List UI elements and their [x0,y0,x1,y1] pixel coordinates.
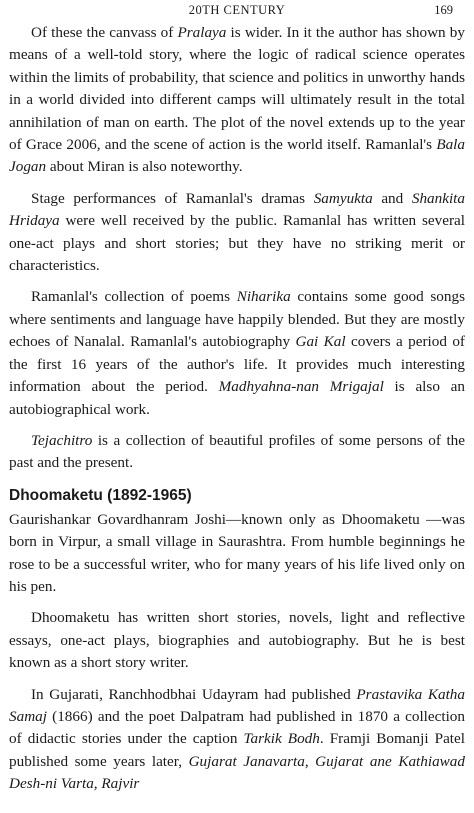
italic-title: Gujarat Janavarta, Gujarat ane Kathiawad Desh-ni Varta, Rajvir [9,752,465,793]
section-heading: Dhoomaketu (1892-1965) [9,486,192,504]
text-run: . Framji Bomanji Patel published some years later, [9,730,465,770]
italic-title: Tarkik Bodh [243,730,320,748]
text-run: and [372,189,412,207]
page-header [9,0,465,22]
text-run: Of these the canvass of [31,24,178,41]
text-run: Gaurishankar Govardhanram Joshi—known only as Dhoomaketu —was born in Virpur, a small village in Saurashtra. From humble beginnings he rose to be a successful writer, who for many years of his life lived only on his pen. [9,510,465,595]
paragraph [9,684,465,796]
italic-title: Niharika [236,288,291,306]
italic-title: Prastavika Katha Samaj [9,685,465,725]
italic-title: Gai Kal [295,333,346,351]
running-head: 20TH CENTURY [188,3,286,17]
text-run: Ramanlal's collection of poems [31,288,237,306]
text-run: contains some good songs where sentiments and language have happily blended. But they are mostly echoes of Nanalal. Ramanlal's autobiography [9,288,465,351]
text-run: is a collection of beautiful profiles of some persons of the past and the present. [9,431,465,472]
page-number: 169 [434,3,453,17]
paragraph [9,607,465,674]
paragraph [9,430,465,475]
paragraph [9,286,465,420]
italic-title: Samyukta [313,189,373,207]
paragraph [9,188,465,278]
italic-title: Tejachitro [31,431,93,449]
italic-title: Pralaya [177,24,227,41]
text-run: Dhoomaketu has written short stories, novels, light and reflective essays, one-act plays, biographies and autobiography. But he is best known as a short story writer. [9,609,465,672]
italic-title: Shankita Hridaya [9,189,465,230]
paragraph [9,22,465,179]
text-run: is also an autobiographical work. [9,378,465,418]
text-run: Stage performances of Ramanlal's dramas [31,189,314,207]
text-run: is wider. In it the author has shown by means of a well-told story, where the logic of radical science operates within the limits of probability, that science and politics in unworthy hands in a world divided into different camps will ultimately result in the total annihilation of man on earth. The plot of the novel extends up to the year of Grace 2006, and the scene of action is the world itself. Ramanlal's [9,24,465,154]
text-run: covers a period of the first 16 years of the author's life. It provides much interesting information about the period. [9,333,465,396]
italic-title: Madhyahna-nan Mrigajal [218,378,384,396]
body-text [9,22,465,796]
paragraph [9,509,465,599]
text-run: In Gujarati, Ranchhodbhai Udayram had published [31,685,357,703]
italic-title: Bala Jogan [9,136,465,176]
text-run: were well received by the public. Ramanlal has written several one-act plays and short stories; but they have no striking merit or characteristics. [9,212,465,275]
text-run: about Miran is also noteworthy. [46,158,243,176]
text-run: (1866) and the poet Dalpatram had published in 1870 a collection of didactic stories under the caption [9,707,465,748]
